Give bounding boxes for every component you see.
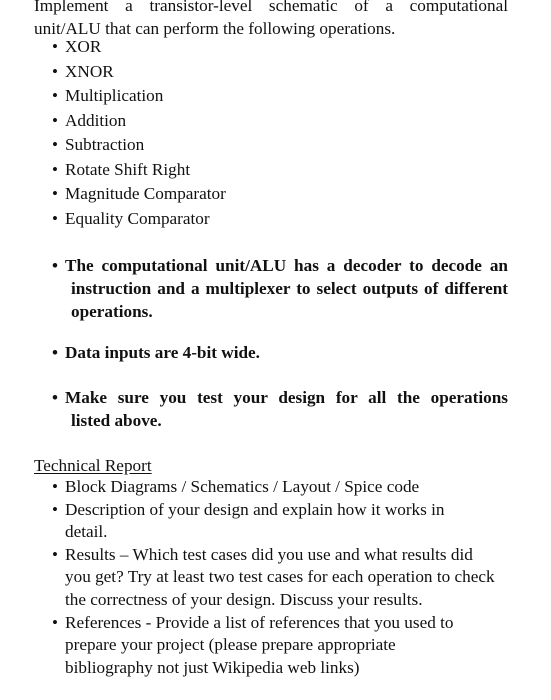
- operation-label: XNOR: [65, 61, 114, 81]
- bullet-icon: •: [52, 184, 58, 203]
- list-item: [52, 612, 498, 680]
- list-item: [52, 158, 226, 183]
- list-item: [52, 182, 226, 207]
- operation-label: Addition: [65, 110, 127, 130]
- bullet-icon: •: [52, 135, 58, 154]
- bullet-icon: •: [52, 477, 58, 496]
- requirement-data-inputs: [52, 341, 508, 364]
- technical-report-item: Block Diagrams / Schematics / Layout / Spice code: [65, 477, 420, 496]
- list-item: [52, 207, 226, 232]
- bullet-icon: •: [52, 37, 58, 56]
- technical-report-list: [52, 476, 498, 679]
- bullet-icon: •: [52, 61, 58, 81]
- operation-label: Multiplication: [65, 86, 164, 105]
- requirement-decoder-rest: instruction and a multiplexer to select outputs of different operations.: [71, 279, 508, 321]
- bullet-icon: •: [52, 343, 58, 362]
- requirement-testing-rest: listed above.: [71, 411, 162, 430]
- bullet-icon: •: [52, 110, 58, 130]
- requirement-testing-line-1: Make sure you test your design for all the operations: [65, 388, 508, 407]
- requirement-data-inputs-text: Data inputs are 4-bit wide.: [65, 343, 260, 362]
- list-item: [52, 476, 498, 499]
- list-item: [52, 60, 226, 85]
- requirement-testing: [52, 386, 508, 432]
- operation-label: Magnitude Comparator: [65, 184, 226, 203]
- bullet-icon: •: [52, 544, 58, 564]
- technical-report-heading: Technical Report: [34, 456, 152, 475]
- list-item: [52, 84, 226, 109]
- technical-report-item: Results – Which test cases did you use and what results did you get? Try at least two test cases for each operation to check the correctness of your design. Discuss your results.: [65, 544, 495, 609]
- technical-report-item: Description of your design and explain how it works in detail.: [65, 499, 445, 542]
- bullet-icon: •: [52, 256, 58, 275]
- operation-label: Equality Comparator: [65, 208, 210, 228]
- list-item: [52, 133, 226, 158]
- technical-report-item: References - Provide a list of references that you used to prepare your project (please prepare appropriate bibliography not just Wikipedia web links): [65, 612, 454, 677]
- list-item: [52, 35, 226, 60]
- bullet-icon: •: [52, 612, 58, 632]
- list-item: [52, 544, 498, 612]
- intro-paragraph: [34, 0, 508, 40]
- intro-line-2: unit/ALU that can perform the following operations.: [34, 19, 396, 38]
- bullet-icon: •: [52, 499, 58, 519]
- requirement-decoder: [52, 254, 508, 323]
- bullet-icon: •: [52, 388, 58, 407]
- intro-line-1: Implement a transistor-level schematic of a computational: [34, 0, 508, 15]
- bullet-icon: •: [52, 208, 58, 228]
- operation-label: Rotate Shift Right: [65, 159, 191, 179]
- operation-label: XOR: [65, 37, 102, 56]
- operation-label: Subtraction: [65, 135, 145, 154]
- bullet-icon: •: [52, 86, 58, 105]
- operations-list: [52, 35, 226, 231]
- requirement-decoder-line-1: The computational unit/ALU has a decoder to decode an: [65, 256, 508, 275]
- list-item: [52, 499, 498, 544]
- bullet-icon: •: [52, 159, 58, 179]
- list-item: [52, 109, 226, 134]
